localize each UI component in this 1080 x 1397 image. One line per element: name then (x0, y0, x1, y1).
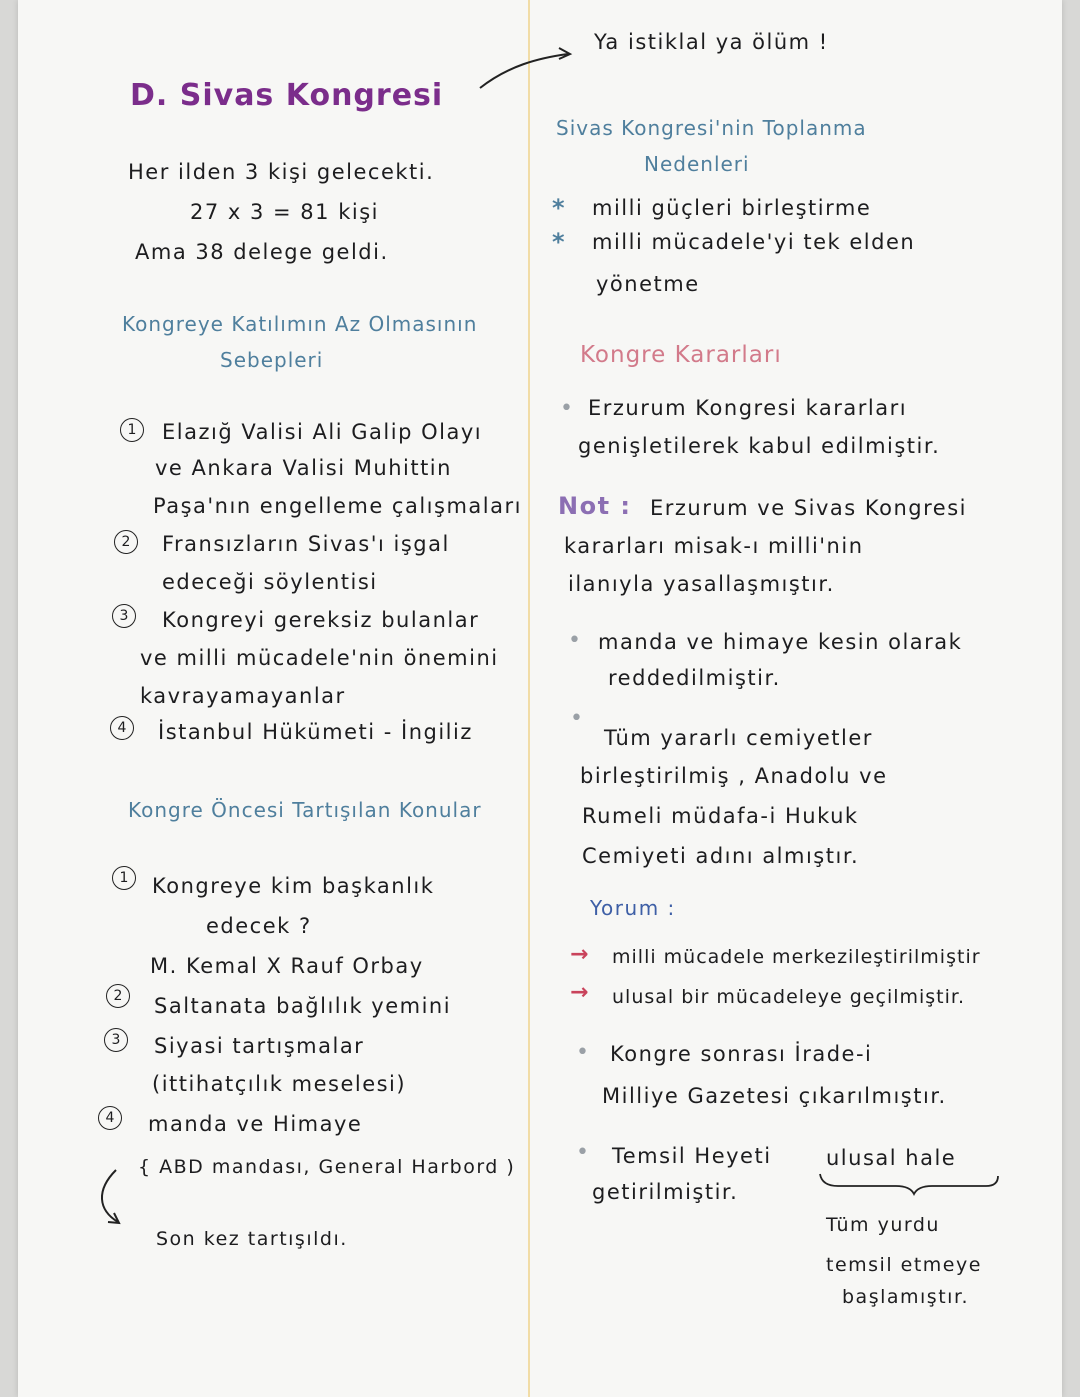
curved-arrow-head (108, 1213, 119, 1223)
topic-3-line-2: (ittihatçılık meselesi) (152, 1072, 407, 1096)
last-note: Son kez tartışıldı. (156, 1228, 348, 1250)
motto: Ya istiklal ya ölüm ! (594, 30, 829, 54)
reason-4-line-1: İstanbul Hükümeti - İngiliz (158, 720, 473, 744)
not-line-3: ilanıyla yasallaşmıştır. (568, 572, 835, 596)
topic-2-line-1: Saltanata bağlılık yemini (154, 994, 452, 1018)
bullet-icon: • (570, 706, 585, 731)
reason-number-3: 3 (112, 604, 136, 628)
page-title: D. Sivas Kongresi (130, 78, 444, 113)
decision-3-line-4: Cemiyeti adını almıştır. (582, 844, 860, 868)
asterisk-icon: * (552, 194, 567, 222)
right-reason-2-line-2: yönetme (596, 272, 700, 296)
reason-number-4: 4 (110, 716, 134, 740)
right-reasons-title-line-2: Nedenleri (644, 152, 750, 176)
topic-1-line-2: edecek ? (206, 914, 312, 938)
underline-brace (820, 1174, 998, 1194)
decision-5-part-c: getirilmiştir. (592, 1180, 739, 1204)
reason-2-line-1: Fransızların Sivas'ı işgal (162, 532, 450, 556)
topic-3-line-1: Siyasi tartışmalar (154, 1034, 365, 1058)
decision-4-line-1: Kongre sonrası İrade-i (610, 1042, 873, 1066)
right-reasons-title-line-1: Sivas Kongresi'nin Toplanma (556, 116, 867, 140)
topic-number-2: 2 (106, 984, 130, 1008)
topics-title: Kongre Öncesi Tartışılan Konular (128, 798, 482, 822)
topic-4-line-2: { ABD mandası, General Harbord ) (138, 1156, 516, 1178)
decision-3-line-1: Tüm yararlı cemiyetler (604, 726, 873, 750)
bullet-icon: • (560, 396, 575, 421)
right-reason-1-line-1: milli güçleri birleştirme (592, 196, 872, 220)
reasons-title-line-2: Sebepleri (220, 348, 324, 372)
yorum-line-1: milli mücadele merkezileştirilmiştir (612, 946, 981, 968)
decision-2-line-1: manda ve himaye kesin olarak (598, 630, 963, 654)
topic-number-1: 1 (112, 866, 136, 890)
page-margin-line (528, 0, 530, 1397)
brace-note-line-2: temsil etmeye (826, 1254, 982, 1276)
topic-1-line-1: Kongreye kim başkanlık (152, 874, 435, 898)
topic-1-line-3: M. Kemal X Rauf Orbay (150, 954, 424, 978)
topic-number-3: 3 (104, 1028, 128, 1052)
motto-arrow-line (480, 54, 568, 88)
not-line-1: Erzurum ve Sivas Kongresi (650, 496, 967, 520)
bullet-icon: • (568, 628, 583, 653)
curved-arrow-line (102, 1170, 118, 1222)
yorum-label: Yorum : (590, 896, 676, 920)
intro-line-1: Her ilden 3 kişi gelecekti. (128, 160, 435, 184)
bullet-icon: • (576, 1040, 591, 1065)
reasons-title-line-1: Kongreye Katılımın Az Olmasının (122, 312, 478, 336)
decision-1-line-1: Erzurum Kongresi kararları (588, 396, 908, 420)
reason-number-1: 1 (120, 418, 144, 442)
reason-1-line-3: Paşa'nın engelleme çalışmaları (153, 494, 522, 518)
motto-arrow-head (559, 48, 570, 59)
notebook-page (18, 0, 1062, 1397)
right-reason-2-line-1: milli mücadele'yi tek elden (592, 230, 916, 254)
bullet-icon: • (576, 1140, 591, 1165)
decision-5-part-a: Temsil Heyeti (612, 1144, 772, 1168)
decision-5-part-b: ulusal hale (826, 1146, 957, 1170)
asterisk-icon: * (552, 228, 567, 256)
intro-line-2: 27 x 3 = 81 kişi (190, 200, 379, 224)
arrow-right-icon: → (570, 942, 590, 967)
decision-4-line-2: Milliye Gazetesi çıkarılmıştır. (602, 1084, 947, 1108)
reason-number-2: 2 (114, 530, 138, 554)
decision-3-line-3: Rumeli müdafa-i Hukuk (582, 804, 859, 828)
brace-note-line-1: Tüm yurdu (826, 1214, 940, 1236)
reason-3-line-2: ve milli mücadele'nin önemini (140, 646, 499, 670)
not-line-2: kararları misak-ı milli'nin (564, 534, 864, 558)
reason-3-line-1: Kongreyi gereksiz bulanlar (162, 608, 480, 632)
intro-line-3: Ama 38 delege geldi. (135, 240, 389, 264)
reason-1-line-2: ve Ankara Valisi Muhittin (155, 456, 452, 480)
decision-1-line-2: genişletilerek kabul edilmiştir. (578, 434, 941, 458)
decisions-title: Kongre Kararları (580, 342, 782, 368)
brace-note-line-3: başlamıştır. (842, 1286, 970, 1308)
topic-number-4: 4 (98, 1106, 122, 1130)
reason-3-line-3: kavrayamayanlar (140, 684, 346, 708)
yorum-line-2: ulusal bir mücadeleye geçilmiştir. (612, 986, 966, 1008)
reason-1-line-1: Elazığ Valisi Ali Galip Olayı (162, 420, 483, 444)
not-label: Not : (558, 492, 632, 520)
decision-3-line-2: birleştirilmiş , Anadolu ve (580, 764, 888, 788)
topic-4-line-1: manda ve Himaye (148, 1112, 363, 1136)
reason-2-line-2: edeceği söylentisi (162, 570, 378, 594)
decision-2-line-2: reddedilmiştir. (608, 666, 781, 690)
arrow-right-icon: → (570, 980, 590, 1005)
